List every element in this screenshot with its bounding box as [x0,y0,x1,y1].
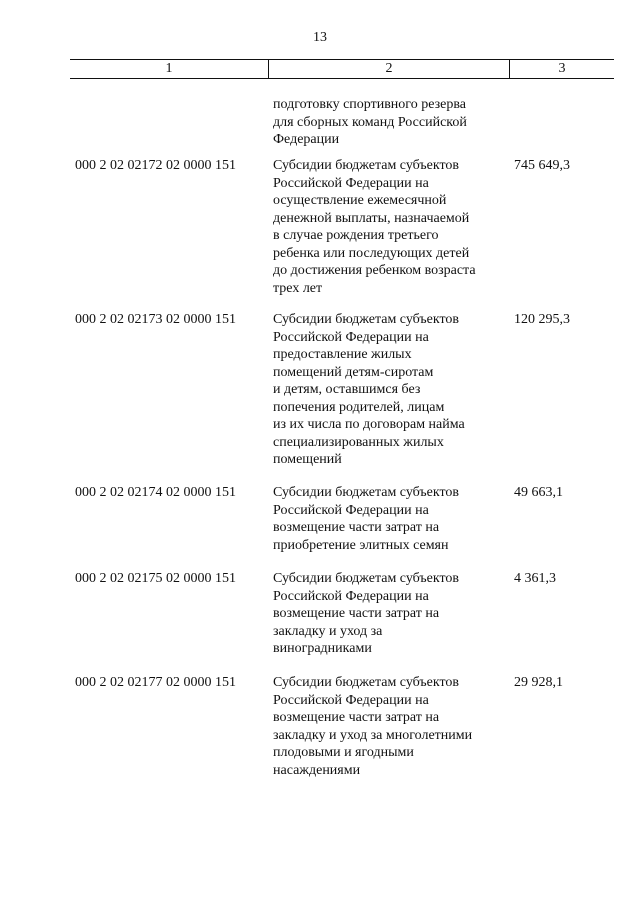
table-row [75,157,615,311]
table-row [75,484,615,570]
column-header-1: 1 [165,61,173,76]
row-description: подготовку спортивного резерва для сборных команд Российской Федерации [273,97,467,147]
row-description: Субсидии бюджетам субъектов Российской Федерации на возмещение части затрат на приобретение элитных семян [273,485,460,553]
column-header-3: 3 [558,61,566,76]
table-row [75,96,615,157]
table-row [75,311,615,484]
table-header [70,59,614,79]
row-amount: 49 663,1 [514,485,563,500]
column-header-2: 2 [268,60,510,78]
table-body [75,96,615,784]
row-amount: 29 928,1 [514,675,563,690]
page-number: 13 [313,30,327,45]
row-amount: 120 295,3 [514,312,570,327]
budget-code [75,96,273,157]
budget-code: 000 2 02 02172 02 0000 151 [75,158,236,173]
row-amount: 745 649,3 [514,158,570,173]
budget-code: 000 2 02 02173 02 0000 151 [75,312,236,327]
row-description: Субсидии бюджетам субъектов Российской Федерации на возмещение части затрат на закладку и уход за многолетними плодовыми и ягодными насаждениями [273,675,473,778]
budget-code: 000 2 02 02177 02 0000 151 [75,675,236,690]
row-description: Субсидии бюджетам субъектов Российской Федерации на предоставление жилых помещений детям-сиротам и детям, оставшимся без попечения родителей, лицам из их числа по договорам найма специализированных жилых помещений [273,312,465,467]
row-amount: 4 361,3 [514,571,556,586]
row-description: Субсидии бюджетам субъектов Российской Федерации на осуществление ежемесячной денежной выплаты, назначаемой в случае рождения третьего ребенка или последующих детей до достижения ребенком возраста трех лет [273,158,476,296]
row-amount [508,96,514,157]
row-description: Субсидии бюджетам субъектов Российской Федерации на возмещение части затрат на закладку и уход за виноградниками [273,571,460,656]
table-row [75,674,615,784]
table-row [75,570,615,674]
budget-code: 000 2 02 02174 02 0000 151 [75,485,236,500]
budget-code: 000 2 02 02175 02 0000 151 [75,571,236,586]
